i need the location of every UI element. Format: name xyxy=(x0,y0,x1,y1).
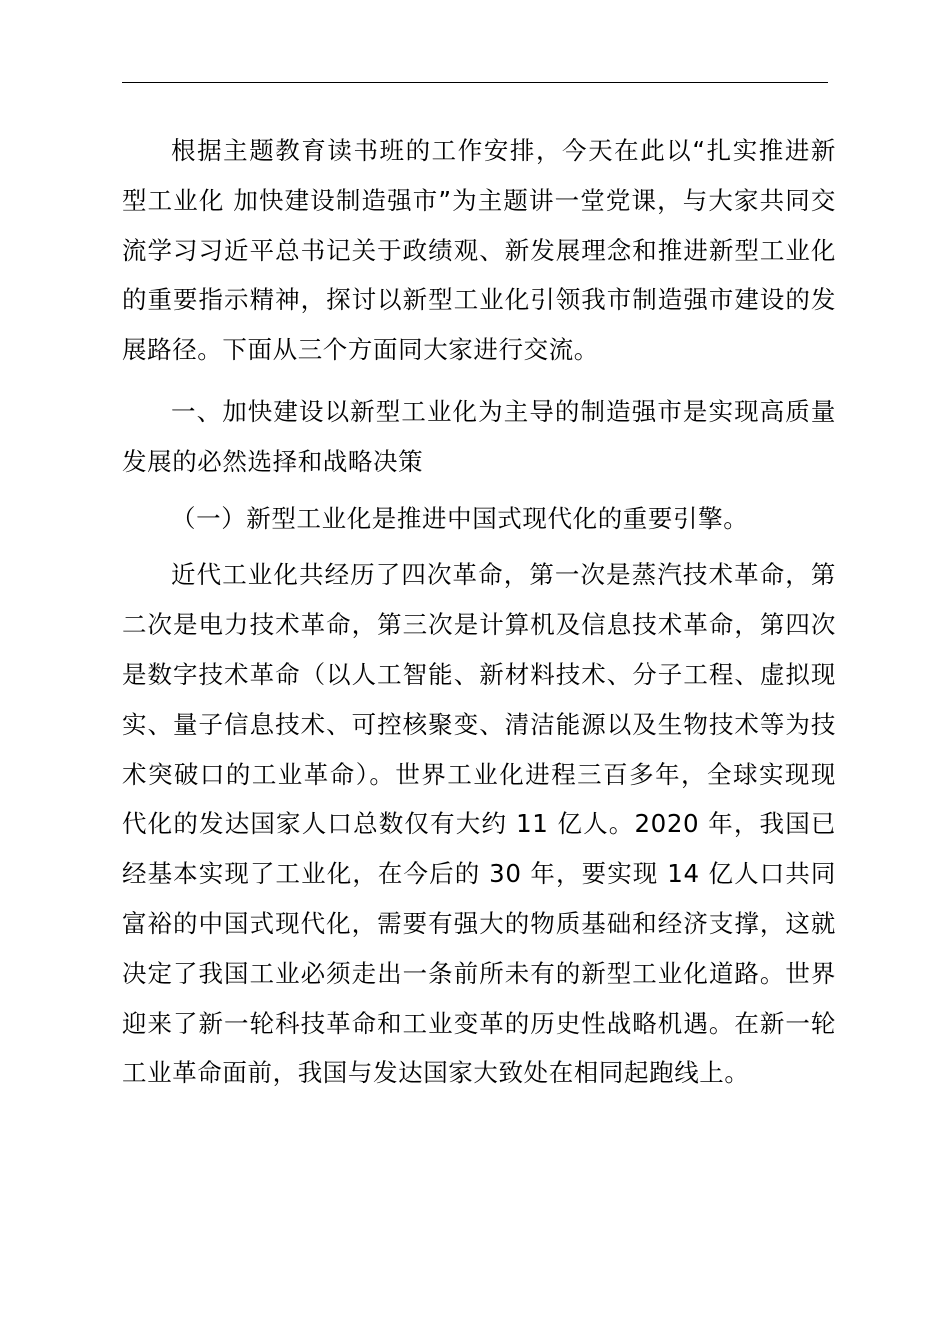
document-body xyxy=(122,126,836,1098)
section-heading-1: 一、加快建设以新型工业化为主导的制造强市是实现高质量发展的必然选择和战略决策 xyxy=(122,396,836,476)
body-paragraph-1: 近代工业化共经历了四次革命，第一次是蒸汽技术革命，第二次是电力技术革命，第三次是计算机及信息技术革命，第四次是数字技术革命（以人工智能、新材料技术、分子工程、虚拟现实、量子信息技术、可控核聚变、清洁能源以及生物技术等为技术突破口的工业革命）。世界工业化进程三百多年，全球实现现代化的发达国家人口总数仅有大约 11 亿人。2020 年，我国已经基本实现了工业化，在今后的 30 年，要实现 14 亿人口共同富裕的中国式现代化，需要有强大的物质基础和经济支撑，这就决定了我国工业必须走出一条前所未有的新型工业化道路。世界迎来了新一轮科技革命和工业变革的历史性战略机遇。在新一轮工业革命面前，我国与发达国家大致处在相同起跑线上。 xyxy=(122,560,836,1088)
header-rule xyxy=(122,82,828,83)
intro-paragraph: 根据主题教育读书班的工作安排，今天在此以“扎实推进新型工业化 加快建设制造强市”为主题讲一堂党课，与大家共同交流学习习近平总书记关于政绩观、新发展理念和推进新型工业化的重要指示精神，探讨以新型工业化引领我市制造强市建设的发展路径。下面从三个方面同大家进行交流。 xyxy=(122,136,836,365)
subsection-heading-1: （一）新型工业化是推进中国式现代化的重要引擎。 xyxy=(171,503,749,533)
